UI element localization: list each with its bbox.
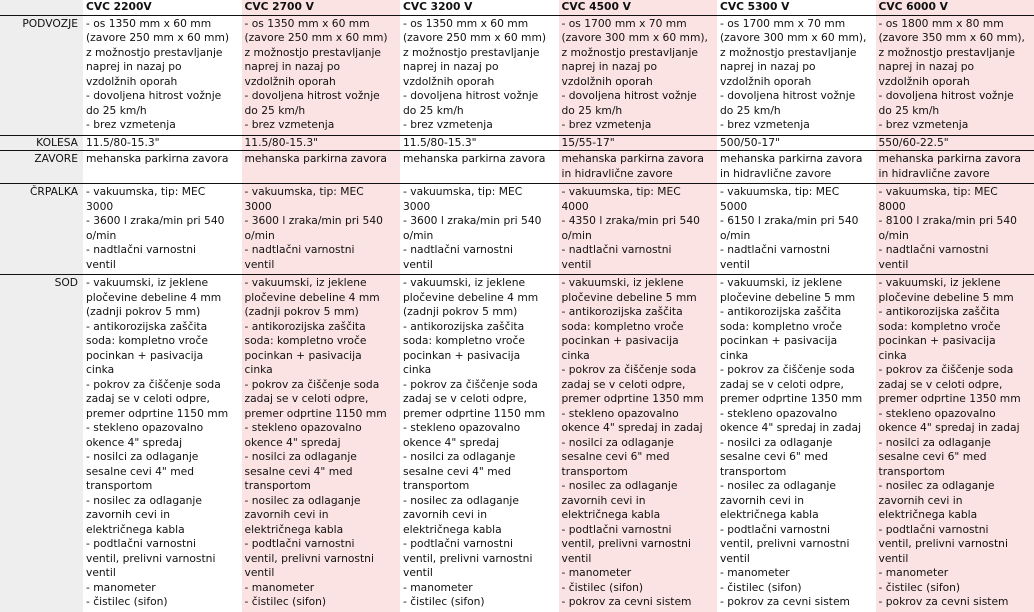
cell-text: mehanska parkirna zavora in hidravlične zavore: [879, 152, 1033, 181]
cell-sod: [876, 275, 1034, 612]
row-zavore: [0, 151, 1034, 184]
row-label-sod: SOD: [0, 275, 83, 612]
cell-crpalka: [400, 184, 559, 275]
corner-cell: [0, 0, 83, 15]
cell-sod: [400, 275, 559, 612]
cell-text: - vakuumska, tip: MEC 3000 - 3600 l zraka/min pri 540 o/min - nadtlačni varnostni ventil: [403, 185, 557, 272]
cell-text: - vakuumska, tip: MEC 4000 - 4350 l zraka/min pri 540 o/min - nadtlačni varnostni ventil: [562, 185, 716, 272]
cell-crpalka: [242, 184, 401, 275]
row-label-crpalka: ČRPALKA: [0, 184, 83, 275]
header-row: [0, 0, 1034, 15]
row-podvozje: [0, 15, 1034, 135]
model-header-cvc-4500v: CVC 4500 V: [559, 0, 718, 15]
cell-text: - vakuumski, iz jeklene pločevine debeline 5 mm - antikorozijska zaščita soda: kompletno vroče pocinkan + pasivacija cinka - pokrov za čiščenje soda zadaj se v celoti odpre, premer odprtine 1350 mm - stekleno opazovalno okence 4" spredaj in zadaj - nosilci za odlaganje sesalne cevi 6" med transportom - nosilec za odlaganje zavornih cevi in električnega kabla - podtlačni varnostni ventil, prelivni varnostni ventil - manometer - čistilec (sifon) - pokrov za cevni sistem: [720, 276, 874, 610]
cell-zavore: [83, 151, 242, 184]
cell-text: - os 1350 mm x 60 mm (zavore 250 mm x 60 mm) z možnostjo prestavljanje naprej in nazaj po vzdolžnih oporah - dovoljena hitrost vožnje do 25 km/h - brez vzmetenja: [86, 17, 240, 133]
cell-text: mehanska parkirna zavora in hidravlične zavore: [562, 152, 716, 181]
cell-crpalka: [717, 184, 876, 275]
cell-zavore: [242, 151, 401, 184]
model-header-cvc-2700v: CVC 2700 V: [242, 0, 401, 15]
cell-sod: [242, 275, 401, 612]
cell-kolesa: [559, 135, 718, 151]
row-label-kolesa: KOLESA: [0, 135, 83, 151]
cell-podvozje: [400, 15, 559, 135]
cell-text: - vakuumski, iz jeklene pločevine debeline 4 mm (zadnji pokrov 5 mm) - antikorozijska zaščita soda: kompletno vroče pocinkan + pasivacija cinka - pokrov za čiščenje soda zadaj se v celoti odpre, premer odprtine 1150 mm - stekleno opazovalno okence 4" spredaj - nosilci za odlaganje sesalne cevi 4" med transportom - nosilec za odlaganje zavornih cevi in električnega kabla - podtlačni varnostni ventil, prelivni varnostni ventil - manometer - čistilec (sifon): [245, 276, 399, 610]
row-crpalka: [0, 184, 1034, 275]
cell-text: 550/60-22.5": [879, 136, 1033, 151]
cell-zavore: [876, 151, 1034, 184]
cell-crpalka: [876, 184, 1034, 275]
cell-text: mehanska parkirna zavora: [245, 152, 399, 167]
model-header-cvc-6000v: CVC 6000 V: [876, 0, 1034, 15]
cell-text: 11.5/80-15.3": [403, 136, 557, 151]
cell-text: - vakuumski, iz jeklene pločevine debeline 5 mm - antikorozijska zaščita soda: kompletno vroče pocinkan + pasivacija cinka - pokrov za čiščenje soda zadaj se v celoti odpre, premer odprtine 1350 mm - stekleno opazovalno okence 4" spredaj in zadaj - nosilci za odlaganje sesalne cevi 6" med transportom - nosilec za odlaganje zavornih cevi in električnega kabla - podtlačni varnostni ventil, prelivni varnostni ventil - manometer - čistilec (sifon) - pokrov za cevni sistem: [562, 276, 716, 610]
cell-text: - vakuumska, tip: MEC 3000 - 3600 l zraka/min pri 540 o/min - nadtlačni varnostni ventil: [86, 185, 240, 272]
row-sod: [0, 275, 1034, 612]
cell-text: - os 1700 mm x 70 mm (zavore 300 mm x 60 mm), z možnostjo prestavljanje naprej in nazaj po vzdolžnih oporah - dovoljena hitrost vožnje do 25 km/h - brez vzmetenja: [562, 17, 716, 133]
cell-text: 11.5/80-15.3": [245, 136, 399, 151]
cell-crpalka: [83, 184, 242, 275]
cell-sod: [559, 275, 718, 612]
cell-text: 15/55-17": [562, 136, 716, 151]
cell-podvozje: [242, 15, 401, 135]
cell-text: - vakuumski, iz jeklene pločevine debeline 4 mm (zadnji pokrov 5 mm) - antikorozijska zaščita soda: kompletno vroče pocinkan + pasivacija cinka - pokrov za čiščenje soda zadaj se v celoti odpre, premer odprtine 1150 mm - stekleno opazovalno okence 4" spredaj - nosilci za odlaganje sesalne cevi 4" med transportom - nosilec za odlaganje zavornih cevi in električnega kabla - podtlačni varnostni ventil, prelivni varnostni ventil - manometer - čistilec (sifon): [86, 276, 240, 610]
cell-text: - vakuumska, tip: MEC 5000 - 6150 l zraka/min pri 540 o/min - nadtlačni varnostni ventil: [720, 185, 874, 272]
row-label-zavore: ZAVORE: [0, 151, 83, 184]
cell-crpalka: [559, 184, 718, 275]
cell-zavore: [717, 151, 876, 184]
row-kolesa: [0, 135, 1034, 151]
cell-text: - os 1700 mm x 70 mm (zavore 300 mm x 60 mm), z možnostjo prestavljanje naprej in nazaj po vzdolžnih oporah - dovoljena hitrost vožnje do 25 km/h - brez vzmetenja: [720, 17, 874, 133]
cell-kolesa: [400, 135, 559, 151]
cell-text: mehanska parkirna zavora: [86, 152, 240, 167]
cell-zavore: [559, 151, 718, 184]
cell-kolesa: [717, 135, 876, 151]
cell-kolesa: [242, 135, 401, 151]
cell-text: - vakuumska, tip: MEC 3000 - 3600 l zraka/min pri 540 o/min - nadtlačni varnostni ventil: [245, 185, 399, 272]
cell-kolesa: [83, 135, 242, 151]
cell-text: - vakuumski, iz jeklene pločevine debeline 4 mm (zadnji pokrov 5 mm) - antikorozijska zaščita soda: kompletno vroče pocinkan + pasivacija cinka - pokrov za čiščenje soda zadaj se v celoti odpre, premer odprtine 1150 mm - stekleno opazovalno okence 4" spredaj - nosilci za odlaganje sesalne cevi 4" med transportom - nosilec za odlaganje zavornih cevi in električnega kabla - podtlačni varnostni ventil, prelivni varnostni ventil - manometer - čistilec (sifon): [403, 276, 557, 610]
cell-text: - vakuumska, tip: MEC 8000 - 8100 l zraka/min pri 540 o/min - nadtlačni varnostni ventil: [879, 185, 1033, 272]
cell-podvozje: [83, 15, 242, 135]
model-header-cvc-5300v: CVC 5300 V: [717, 0, 876, 15]
cell-text: - vakuumski, iz jeklene pločevine debeline 5 mm - antikorozijska zaščita soda: kompletno vroče pocinkan + pasivacija cinka - pokrov za čiščenje soda zadaj se v celoti odpre, premer odprtine 1350 mm - stekleno opazovalno okence 4" spredaj in zadaj - nosilci za odlaganje sesalne cevi 6" med transportom - nosilec za odlaganje zavornih cevi in električnega kabla - podtlačni varnostni ventil, prelivni varnostni ventil - manometer - čistilec (sifon) - pokrov za cevni sistem: [879, 276, 1033, 610]
cell-text: - os 1350 mm x 60 mm (zavore 250 mm x 60 mm) z možnostjo prestavljanje naprej in nazaj po vzdolžnih oporah - dovoljena hitrost vožnje do 25 km/h - brez vzmetenja: [403, 17, 557, 133]
cell-kolesa: [876, 135, 1034, 151]
cell-text: - os 1350 mm x 60 mm (zavore 250 mm x 60 mm) z možnostjo prestavljanje naprej in nazaj po vzdolžnih oporah - dovoljena hitrost vožnje do 25 km/h - brez vzmetenja: [245, 17, 399, 133]
cell-text: mehanska parkirna zavora in hidravlične zavore: [720, 152, 874, 181]
cell-zavore: [400, 151, 559, 184]
cell-podvozje: [876, 15, 1034, 135]
model-header-cvc-2200v: CVC 2200V: [83, 0, 242, 15]
cell-podvozje: [717, 15, 876, 135]
cell-sod: [717, 275, 876, 612]
cell-podvozje: [559, 15, 718, 135]
cell-text: 500/50-17": [720, 136, 874, 151]
cell-text: 11.5/80-15.3": [86, 136, 240, 151]
model-header-cvc-3200v: CVC 3200 V: [400, 0, 559, 15]
row-label-podvozje: PODVOZJE: [0, 15, 83, 135]
cell-sod: [83, 275, 242, 612]
cell-text: mehanska parkirna zavora: [403, 152, 557, 167]
cell-text: - os 1800 mm x 80 mm (zavore 350 mm x 60 mm), z možnostjo prestavljanje naprej in nazaj po vzdolžnih oporah - dovoljena hitrost vožnje do 25 km/h - brez vzmetenja: [879, 17, 1033, 133]
